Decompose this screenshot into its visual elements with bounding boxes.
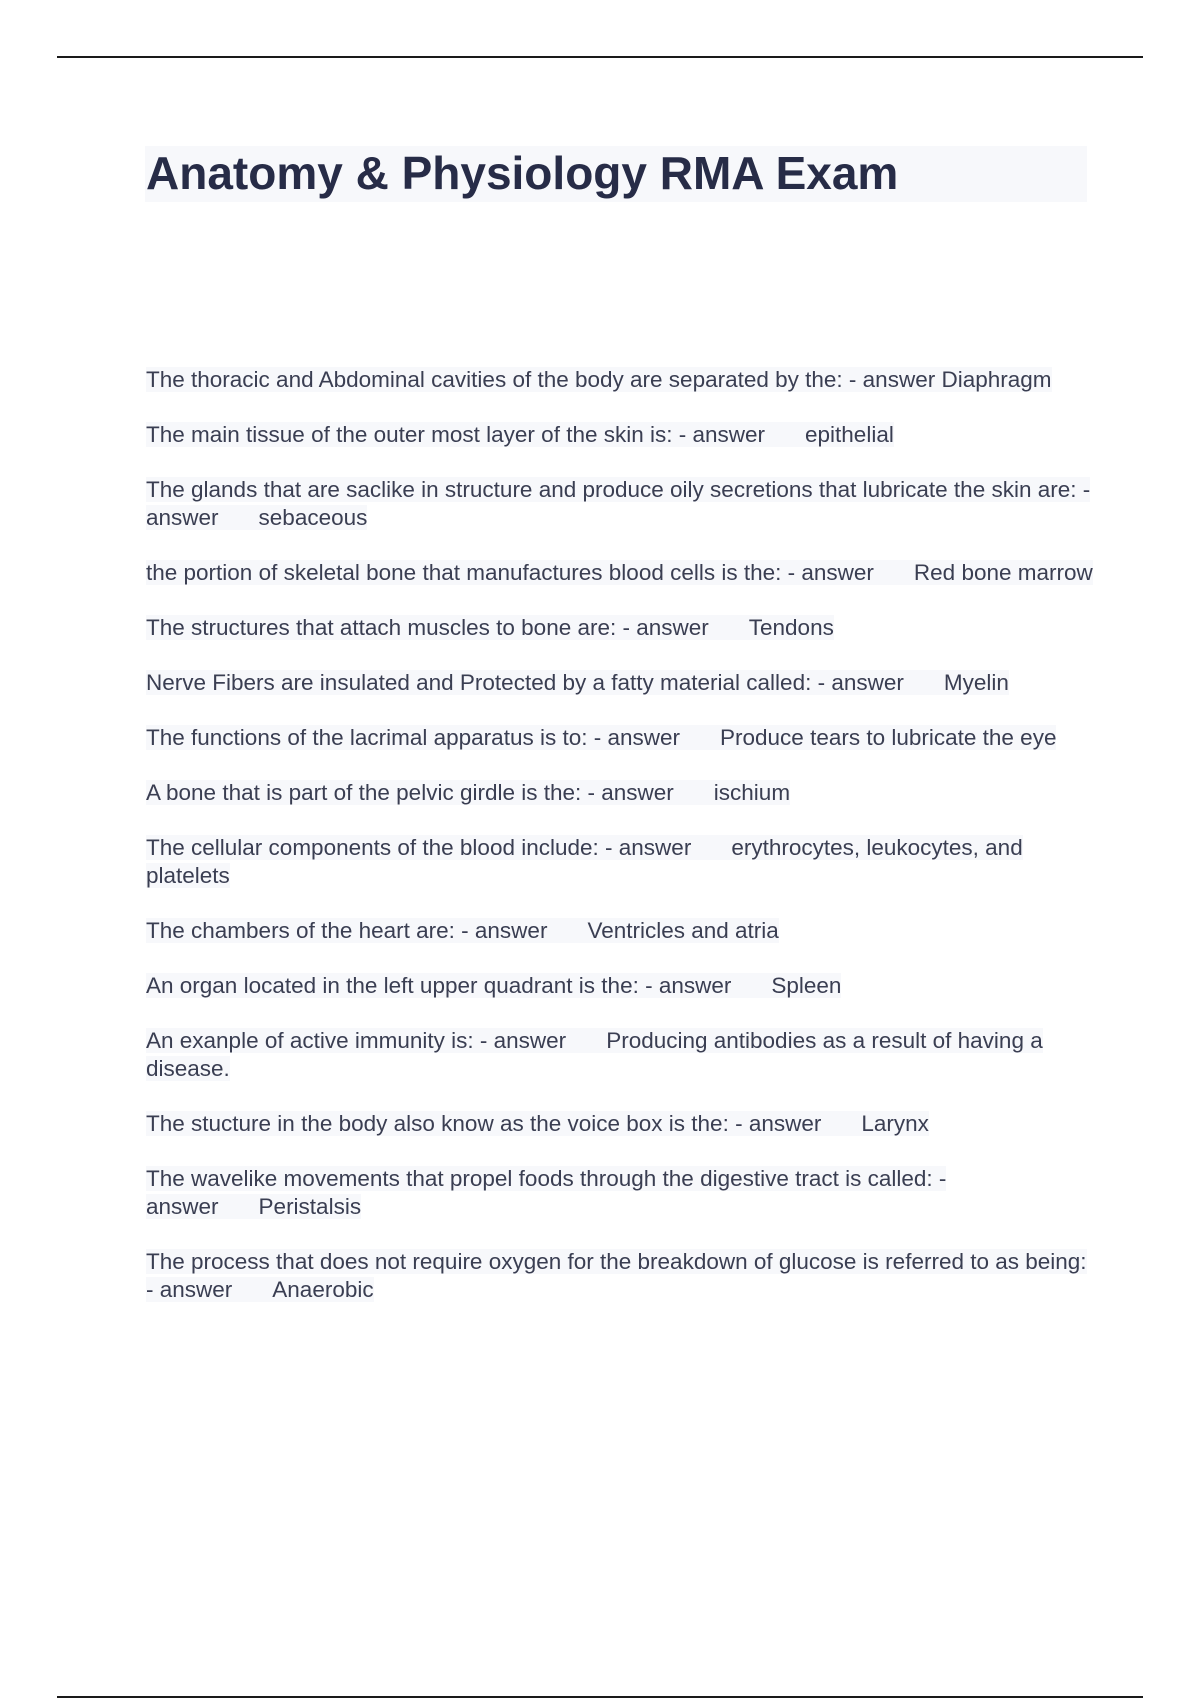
qa-item: [146, 1165, 1096, 1221]
question-text: The process that does not require oxygen for the breakdown of glucose is referred to as being: - answer: [146, 1249, 1087, 1302]
answer-text: Tendons: [748, 615, 834, 640]
qa-item: [146, 366, 1096, 394]
answer-text: Red bone marrow: [913, 560, 1093, 585]
qa-item: [146, 779, 1096, 807]
qa-item: [146, 476, 1096, 532]
question-text: The structures that attach muscles to bone are: - answer: [146, 615, 709, 640]
question-text: An exanple of active immunity is: - answer: [146, 1028, 567, 1053]
bottom-rule: [57, 1696, 1143, 1698]
qa-item: [146, 614, 1096, 642]
answer-text: Myelin: [943, 670, 1009, 695]
answer-text: ischium: [713, 780, 791, 805]
page-title: Anatomy & Physiology RMA Exam: [146, 147, 899, 199]
question-text: Nerve Fibers are insulated and Protected by a fatty material called: - answer: [146, 670, 904, 695]
answer-text: Anaerobic: [272, 1277, 374, 1302]
answer-text: Producing antibodies as a result of having a disease.: [146, 1028, 1043, 1081]
qa-item: [146, 1027, 1096, 1083]
question-text: The stucture in the body also know as the voice box is the: - answer: [146, 1111, 822, 1136]
top-rule: [57, 56, 1143, 58]
qa-item: [146, 669, 1096, 697]
qa-item: [146, 1248, 1096, 1304]
qa-item: [146, 972, 1096, 1000]
question-text: the portion of skeletal bone that manufactures blood cells is the: - answer: [146, 560, 874, 585]
qa-item: [146, 724, 1096, 752]
qa-item: [146, 917, 1096, 945]
question-text: The cellular components of the blood include: - answer: [146, 835, 692, 860]
answer-text: sebaceous: [258, 505, 368, 530]
question-text: The functions of the lacrimal apparatus is to: - answer: [146, 725, 681, 750]
question-text: The main tissue of the outer most layer of the skin is: - answer: [146, 422, 766, 447]
qa-item: [146, 559, 1096, 587]
answer-text: epithelial: [805, 422, 894, 447]
answer-text: Peristalsis: [258, 1194, 362, 1219]
answer-text: Larynx: [861, 1111, 929, 1136]
qa-item: [146, 1110, 1096, 1138]
question-text: The thoracic and Abdominal cavities of the body are separated by the: - answer: [146, 367, 936, 392]
question-text: An organ located in the left upper quadrant is the: - answer: [146, 973, 732, 998]
answer-text: Diaphragm: [941, 367, 1052, 392]
question-text: A bone that is part of the pelvic girdle is the: - answer: [146, 780, 674, 805]
question-text: The chambers of the heart are: - answer: [146, 918, 548, 943]
qa-item: [146, 834, 1096, 890]
question-text: The wavelike movements that propel foods through the digestive tract is called: - answer: [146, 1166, 947, 1219]
answer-text: Produce tears to lubricate the eye: [720, 725, 1057, 750]
answer-text: erythrocytes, leukocytes, and platelets: [146, 835, 1023, 888]
answer-text: Ventricles and atria: [587, 918, 779, 943]
question-text: The glands that are saclike in structure and produce oily secretions that lubricate the skin are: - answer: [146, 477, 1091, 530]
answer-text: Spleen: [771, 973, 842, 998]
qa-list: [146, 366, 1096, 1331]
qa-item: [146, 421, 1096, 449]
